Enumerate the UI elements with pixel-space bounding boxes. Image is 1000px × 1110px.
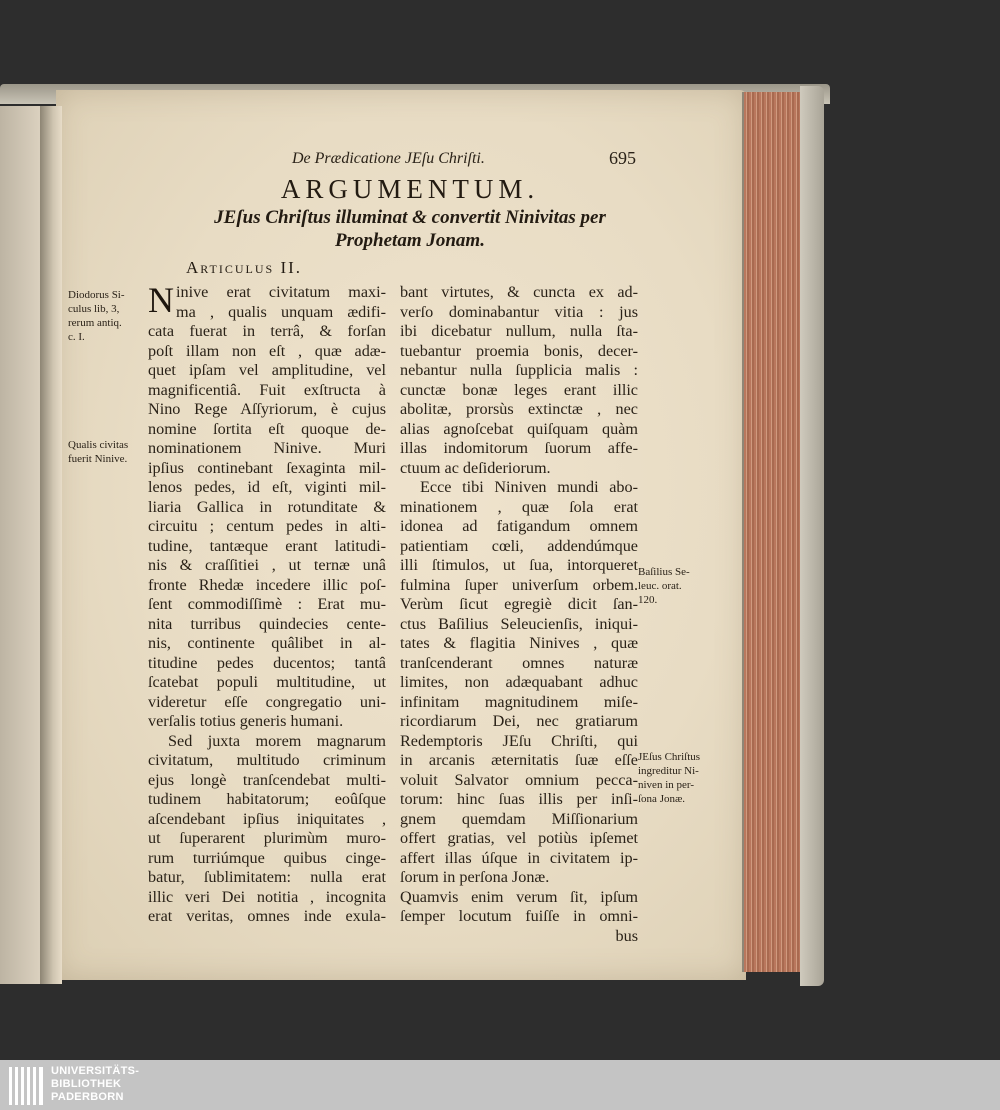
- page-subtitle: [150, 206, 670, 252]
- text-line: alias agnoſcebat quiſquam quàm: [400, 419, 638, 438]
- text-line: fulmina ſuper univerſum orbem.: [400, 575, 638, 594]
- text-line: cunctæ bonæ leges erant illic: [400, 380, 638, 399]
- text-line: ipſius continebant ſexaginta mil-: [148, 458, 386, 477]
- page-number: 695: [609, 148, 636, 168]
- margin-note-jesus: [638, 750, 700, 806]
- text-line: in arcanis æternitatis ſuæ eſſe: [400, 751, 638, 769]
- text-line: cata fuerat in terrâ, & forſan: [148, 322, 386, 340]
- text-line: tates & flagitia Ninives , quæ: [400, 634, 638, 652]
- text-line: illi ſtimulos, ut ſua, intorqueret: [400, 556, 638, 574]
- library-footer-bar: [0, 1060, 1000, 1110]
- text-line: minationem , quæ ſola erat: [400, 497, 638, 516]
- page-header: [286, 150, 646, 172]
- text-line: videretur eſſe congregatio uni-: [148, 692, 386, 711]
- margin-note-qualis: [68, 438, 128, 466]
- book-gutter: [40, 106, 62, 984]
- text-line: nebantur nulla ſupplicia malis :: [400, 361, 638, 379]
- text-line: bant virtutes, & cuncta ex ad-: [400, 283, 638, 301]
- text-line: ibi dicebatur nullum, nulla ſta-: [400, 322, 638, 340]
- text-line: Redemptoris JEſu Chriſti, qui: [400, 731, 638, 750]
- library-name-line-1: UNIVERSITÄTS-: [51, 1065, 140, 1077]
- text-line: Quamvis enim verum ſit, ipſum: [400, 887, 638, 906]
- text-line: inive erat civitatum maxi-: [176, 283, 386, 301]
- note-line: Qualis civitas: [68, 439, 129, 451]
- library-name-line-2: BIBLIOTHEK: [51, 1078, 122, 1090]
- text-line: nomine ſortita eſt quoque de-: [148, 419, 386, 438]
- text-line: ctuum ac deſideriorum.: [400, 458, 551, 477]
- note-line: rerum antiq.: [68, 317, 122, 329]
- margin-note-diodorus: [68, 288, 125, 344]
- note-line: Diodorus Si-: [68, 289, 125, 301]
- text-line: Verùm ſicut egregiè dicit ſan-: [400, 595, 638, 613]
- note-line: niven in per-: [638, 779, 694, 791]
- text-line: limites, non adæquabant adhuc: [400, 673, 638, 691]
- subtitle-line-1: JEſus Chriſtus illuminat & convertit Ninivitas per: [214, 207, 606, 228]
- text-line: verſalis totius generis humani.: [148, 712, 344, 730]
- note-line: leuc. orat.: [638, 580, 682, 592]
- book-back-cover: [800, 86, 824, 986]
- text-line: ſcatebat populi multitudine, ut: [148, 673, 386, 691]
- text-line: nis, continente quâlibet in al-: [148, 634, 386, 652]
- text-line: rum turriúmque quibus cinge-: [148, 848, 386, 867]
- note-line: 120.: [638, 594, 658, 606]
- note-line: Baſilius Se-: [638, 566, 690, 578]
- text-line: ut ſuperarent plurimùm muro-: [148, 829, 386, 847]
- page-edges: [742, 92, 806, 972]
- note-line: JEſus Chriſtus: [638, 751, 701, 763]
- text-line: patientiam cœli, addendúmque: [400, 536, 638, 555]
- note-line: culus lib, 3,: [68, 303, 120, 315]
- text-line: Ecce tibi Niniven mundi abo-: [420, 478, 638, 496]
- text-line: offert gratias, vel potiùs ipſemet: [400, 829, 638, 847]
- text-line: infinitam magnitudinem miſe-: [400, 692, 638, 711]
- library-name: [51, 1065, 139, 1104]
- text-line: voluit Salvator omnium pecca-: [400, 770, 638, 789]
- text-line: civitatum, multitudo criminum: [148, 751, 386, 769]
- left-page-edge: [0, 106, 44, 984]
- text-line: magnificentiâ. Fuit exſtructa à: [148, 380, 386, 399]
- text-line: ſent commodiſſimè : Erat mu-: [148, 595, 386, 613]
- text-line: circuitu ; centum pedes in alti-: [148, 517, 386, 535]
- text-line: gnem quemdam Miſſionarium: [400, 809, 638, 828]
- text-line: torum: hinc ſuas illis per inſi-: [400, 790, 638, 808]
- note-line: fuerit Ninive.: [68, 453, 128, 465]
- catchword: bus: [615, 926, 638, 945]
- text-line: Nino Rege Aſſyriorum, è cujus: [148, 400, 386, 418]
- text-line: nominationem Ninive. Muri: [148, 439, 386, 457]
- text-line: nita turribus quindecies cente-: [148, 614, 386, 633]
- text-line: nis & craſſitiei , ut ternæ unâ: [148, 556, 386, 574]
- text-line: ejus longè tranſcendebat multi-: [148, 770, 386, 789]
- text-line: Sed juxta morem magnarum: [168, 731, 386, 750]
- text-line: tudine, tantæque erant latitudi-: [148, 536, 386, 555]
- text-line: tudinem habitatorum; eoûſque: [148, 790, 386, 808]
- text-line: fronte Rhedæ incedere illic poſ-: [148, 575, 386, 594]
- text-line: titudine pedes ducentos; tantâ: [148, 653, 386, 672]
- text-line: ma , qualis unquam ædifi-: [176, 302, 386, 321]
- text-line: lenos pedes, id eſt, viginti mil-: [148, 478, 386, 496]
- text-line: illic veri Dei notitia , incognita: [148, 887, 386, 906]
- page-title: ARGUMENTUM.: [280, 174, 540, 204]
- note-line: ingreditur Ni-: [638, 765, 699, 777]
- text-line: ſorum in perſona Jonæ.: [400, 868, 550, 886]
- running-head: De Prædicatione JEſu Chriſti.: [292, 150, 485, 167]
- margin-note-basilius: [638, 565, 690, 607]
- text-line: ſemper locutum fuiſſe in omni-: [400, 907, 638, 925]
- text-line: idonea ad fatigandum omnem: [400, 517, 638, 535]
- article-heading: Articulus II.: [186, 258, 303, 277]
- library-logo-icon: [8, 1063, 44, 1107]
- text-line: erat veritas, omnes inde exula-: [148, 907, 386, 925]
- drop-cap: N: [148, 280, 174, 320]
- text-line: affert illas úſque in civitatem ip-: [400, 848, 638, 867]
- text-line: liaria Gallica in rotunditate &: [148, 497, 386, 516]
- text-line: illas indomitorum ſuorum affe-: [400, 439, 638, 457]
- library-name-line-3: PADERBORN: [51, 1091, 124, 1103]
- right-text-column: [400, 283, 638, 946]
- note-line: c. I.: [68, 331, 85, 343]
- text-line: ctus Baſilius Seleucienſis, iniqui-: [400, 614, 638, 633]
- text-line: aſcendebant ipſius iniquitates ,: [148, 809, 386, 828]
- text-line: abolitæ, prorsùs extinctæ , nec: [400, 400, 638, 418]
- text-line: verſo dominabantur vitia : jus: [400, 302, 638, 321]
- text-line: tranſcenderant omnes naturæ: [400, 653, 638, 672]
- left-text-column: [148, 280, 386, 927]
- text-line: tuebantur proemia bonis, decer-: [400, 341, 638, 360]
- text-line: poſt illam non eſt , quæ adæ-: [148, 341, 386, 360]
- text-line: ricordiarum Dei, nec gratiarum: [400, 712, 638, 730]
- note-line: ſona Jonæ.: [638, 793, 686, 805]
- text-line: quet ipſam vel amplitudine, vel: [148, 361, 386, 379]
- subtitle-line-2: Prophetam Jonam.: [335, 230, 485, 251]
- text-line: batur, ſublimitatem: nulla erat: [148, 868, 386, 886]
